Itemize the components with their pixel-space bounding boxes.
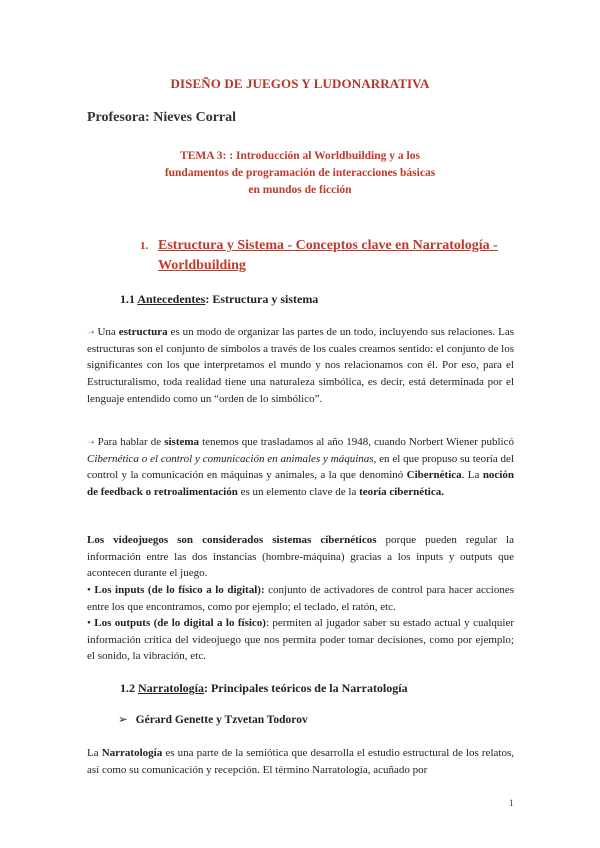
bold-term: noción de feedback o retroalimentación [87, 469, 514, 499]
subsection-1-2-number: 1.2 [120, 681, 138, 695]
paragraph-text: es una parte de la semiótica que desarrolla el estudio estructural de los relatos, así como su comunicación y recepción. El término Narratología, acuñado por [87, 747, 514, 776]
bold-term: Narratología [101, 747, 163, 759]
topic-heading [160, 148, 440, 199]
section-1-number: 1. [140, 240, 149, 252]
paragraph-narratologia [87, 745, 514, 778]
bullet-icon: • [87, 617, 91, 629]
section-1-heading [140, 236, 530, 276]
subsection-1-1-rest: : Estructura y sistema [205, 292, 319, 306]
bullet-icon: • [87, 584, 91, 596]
page-number: 1 [509, 798, 514, 808]
section-1-title-line2: Worldbuilding [158, 258, 246, 273]
bold-term: Cibernética [406, 469, 462, 482]
bold-term: Los outputs (de lo digital a lo físico) [90, 617, 266, 629]
subsection-1-1-heading [120, 292, 318, 307]
paragraph-text: : permiten al jugador saber su estado actual y cualquier información crítica del videojuego que nos permita poder tomar decisiones, como por ejemplo; el sonido, la vibración, etc. [87, 617, 514, 663]
paragraph-text: porque pueden regular la información entre las dos instancias (hombre-máquina) gracias a los inputs y outputs que acontecen durante el juego. [87, 534, 514, 580]
subsection-1-2-underlined: Narratología [138, 681, 204, 695]
book-title: Cibernética o el control y comunicación en animales y máquinas [87, 452, 374, 465]
bullet-inputs [87, 582, 514, 615]
subsection-1-1-number: 1.1 [120, 292, 138, 306]
topic-text: : Introducción al Worldbuilding y a los fundamentos de programación de interacciones básicas en mundos de ficción [164, 150, 436, 196]
paragraph-text: es un elemento clave de la [237, 486, 360, 499]
paragraph-text: tenemos que trasladamos al año 1948, cuando Norbert Wiener publicó [199, 436, 514, 448]
section-1-title-line1: Estructura y Sistema - Conceptos clave en Narratología - [158, 238, 498, 253]
bold-term: Los inputs (de lo físico a lo digital): [90, 584, 265, 596]
subsection-1-1-underlined: Antecedentes [137, 292, 206, 306]
subsection-1-2-heading [120, 681, 408, 696]
bold-term: Los videojuegos son considerados sistemas cibernéticos [87, 534, 377, 546]
bold-term: teoría cibernética. [359, 486, 444, 499]
topic-label: TEMA 3: [180, 150, 230, 162]
paragraph-text: . La [461, 469, 483, 482]
paragraph-videojuegos [87, 532, 514, 582]
document-title: DISEÑO DE JUEGOS Y LUDONARRATIVA [170, 76, 430, 91]
paragraph-text: Una [94, 326, 119, 338]
bold-term: sistema [164, 436, 200, 448]
list-item-genette-todorov [118, 712, 308, 726]
list-item-text: Gérard Genette y Tzvetan Todorov [135, 714, 308, 726]
paragraph-text: es un modo de organizar las partes de un todo, incluyendo sus relaciones. Las estructuras son el conjunto de símbolos a través de los cuales creamos sentido: el conjunto de los significantes con los que interpretamos el mundo y nos relacionamos con él. Por eso, para el Estructuralismo, toda realidad tiene una naturaleza simbólica, es decir, está determinada por el lenguaje entendido como un “orden de lo simbólico”. [87, 326, 514, 405]
paragraph-text: , en el que propuso su teoría del control y la comunicación en máquinas y animales, a la que denominó [87, 452, 514, 482]
bold-term: estructura [118, 326, 168, 338]
paragraph-text: conjunto de activadores de control para hacer acciones entre los que encontramos, como por ejemplo; el teclado, el ratón, etc. [87, 584, 514, 613]
paragraph-estructura [87, 324, 514, 408]
paragraph-text: Para hablar de [94, 436, 165, 448]
professor-line: Profesora: Nieves Corral [87, 110, 237, 125]
arrow-icon: ➝ [87, 437, 95, 447]
paragraph-sistema [87, 434, 514, 501]
arrowhead-icon: ➢ [118, 714, 128, 726]
bullet-outputs [87, 615, 514, 665]
subsection-1-2-rest: : Principales teóricos de la Narratología [203, 681, 408, 695]
arrow-icon: ➝ [87, 327, 95, 337]
paragraph-text: La [87, 747, 102, 759]
